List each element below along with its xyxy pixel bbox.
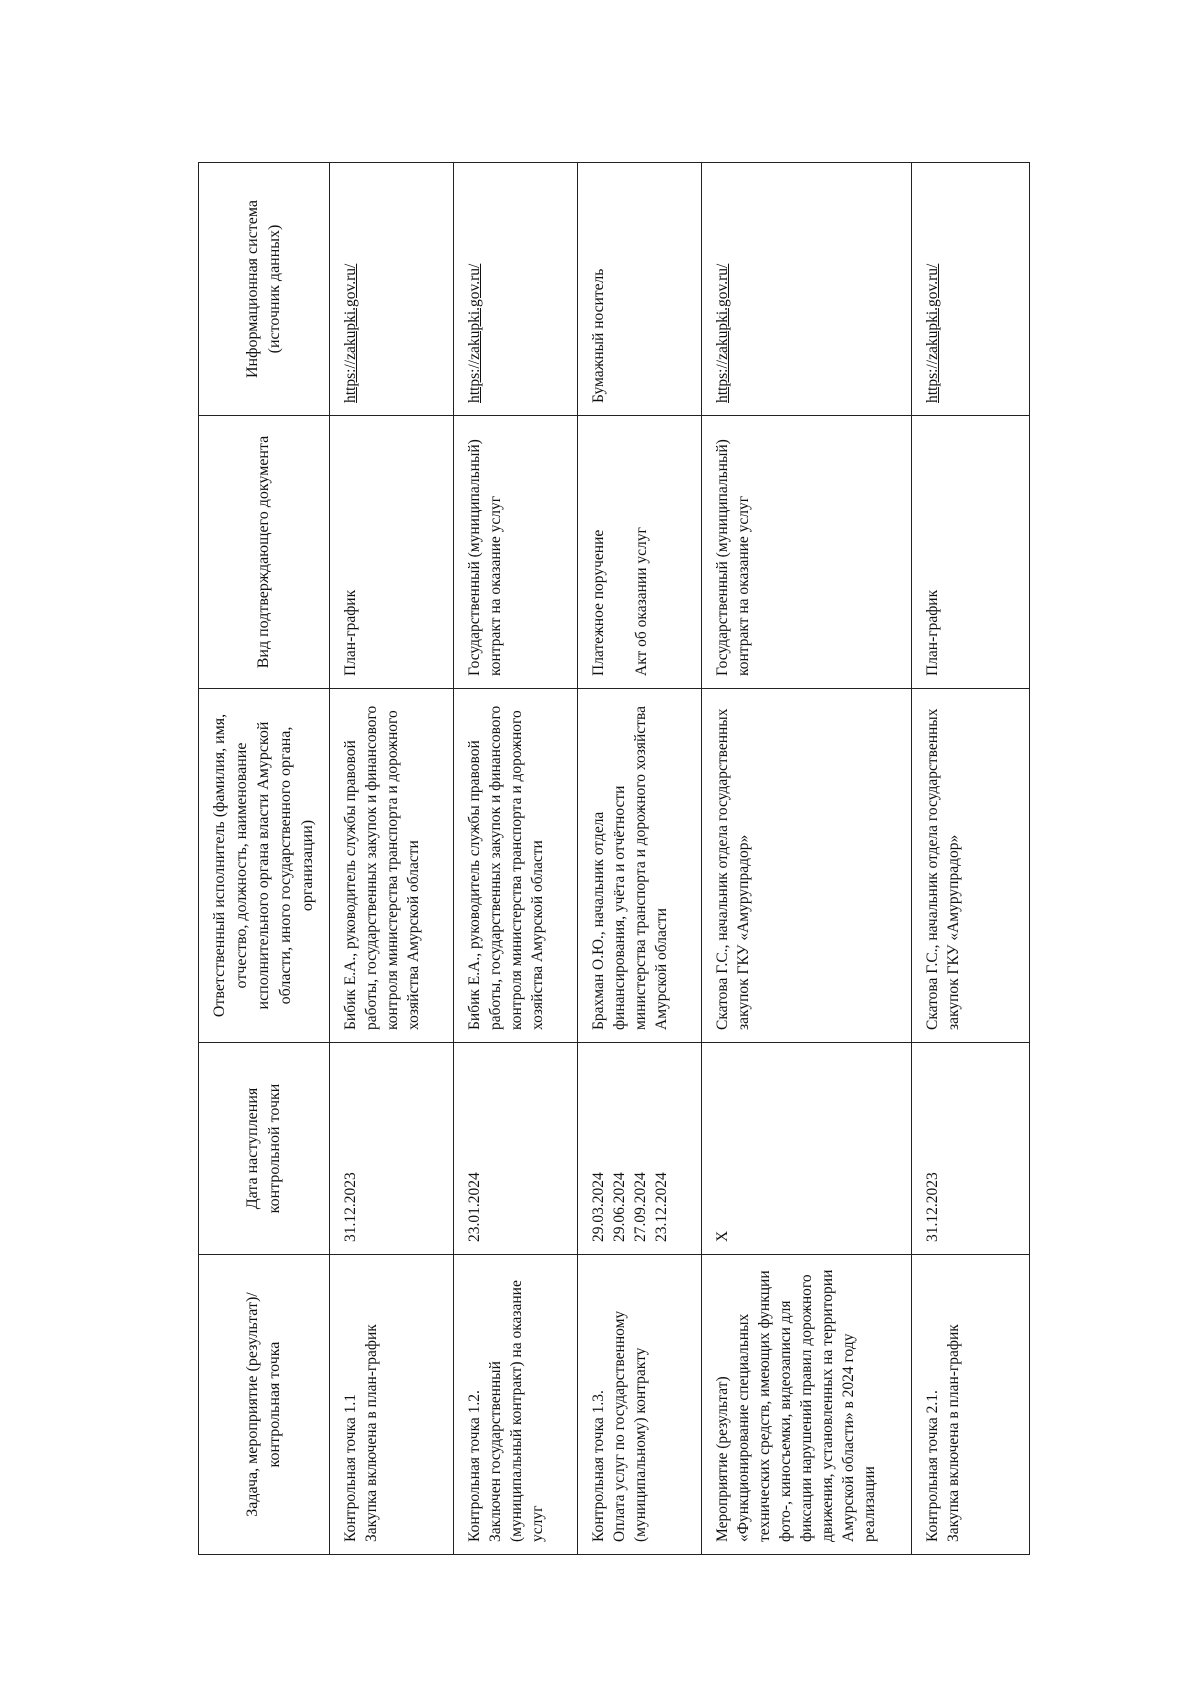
task-cell bbox=[578, 1255, 702, 1555]
document-cell: Государственный (муниципальный) контракт на оказание услуг bbox=[454, 416, 578, 689]
task-title: Контрольная точка 1.1 bbox=[342, 1394, 359, 1542]
document-cell: План-график bbox=[912, 416, 1030, 689]
executor-cell: Скатова Г.С., начальник отдела государственных закупок ГКУ «Амурупрадор» bbox=[702, 689, 912, 1043]
task-title: Контрольная точка 2.1. bbox=[924, 1390, 941, 1542]
header-executor: Ответственный исполнитель (фамилия, имя, отчество, должность, наименование исполнительного органа власти Амурской области, иного государственного органа, организации) bbox=[199, 689, 330, 1043]
table-row bbox=[454, 163, 578, 1555]
header-task: Задача, мероприятие (результат)/контрольная точка bbox=[199, 1255, 330, 1555]
system-cell bbox=[912, 163, 1030, 416]
document-line-2: Акт об оказании услуг bbox=[633, 527, 650, 676]
document-cell bbox=[578, 416, 702, 689]
task-title: Контрольная точка 1.2. bbox=[466, 1390, 483, 1542]
task-cell bbox=[912, 1255, 1030, 1555]
task-text: Закупка включена в план-график bbox=[945, 1324, 962, 1542]
date-value: 29.06.2024 bbox=[611, 1172, 628, 1242]
system-cell bbox=[454, 163, 578, 416]
task-title: Контрольная точка 1.3. bbox=[590, 1390, 607, 1542]
executor-cell: Бибик Е.А., руководитель службы правовой работы, государственных закупок и финансового контроля министерства транспорта и дорожного хозяйства Амурской области bbox=[330, 689, 454, 1043]
system-cell: Бумажный носитель bbox=[578, 163, 702, 416]
date-cell: 31.12.2023 bbox=[330, 1043, 454, 1255]
rotated-page bbox=[198, 163, 1016, 1555]
system-link[interactable]: https://zakupki.gov.ru/ bbox=[466, 263, 483, 403]
document-cell: План-график bbox=[330, 416, 454, 689]
system-link[interactable]: https://zakupki.gov.ru/ bbox=[924, 263, 941, 403]
system-cell bbox=[702, 163, 912, 416]
task-cell bbox=[454, 1255, 578, 1555]
date-cell: X bbox=[702, 1043, 912, 1255]
document-line-1: Платежное поручение bbox=[590, 529, 607, 676]
task-cell bbox=[702, 1255, 912, 1555]
table-row bbox=[578, 163, 702, 1555]
task-cell bbox=[330, 1255, 454, 1555]
table-row bbox=[330, 163, 454, 1555]
header-document: Вид подтверждающего документа bbox=[199, 416, 330, 689]
date-value: 27.09.2024 bbox=[632, 1172, 649, 1242]
header-system: Информационная система (источник данных) bbox=[199, 163, 330, 416]
control-points-table bbox=[198, 162, 1030, 1555]
task-text: Заключен государственный (муниципальный контракт) на оказание услуг bbox=[487, 1280, 546, 1542]
header-date: Дата наступления контрольной точки bbox=[199, 1043, 330, 1255]
task-text: Оплата услуг по государственному (муниципальному) контракту bbox=[611, 1310, 649, 1542]
document-cell: Государственный (муниципальный) контракт на оказание услуг bbox=[702, 416, 912, 689]
date-cell: 23.01.2024 bbox=[454, 1043, 578, 1255]
task-text: «Функционирование специальных технических средств, имеющих функции фото-, киносъемки, видеозаписи для фиксации нарушений правил дорожного движения, установленных на территории Амурской области» в 2024 году реализации bbox=[735, 1269, 878, 1542]
date-value: 23.12.2024 bbox=[653, 1172, 670, 1242]
table-header-row bbox=[199, 163, 330, 1555]
date-cell: 31.12.2023 bbox=[912, 1043, 1030, 1255]
date-value: 29.03.2024 bbox=[590, 1172, 607, 1242]
executor-cell: Скатова Г.С., начальник отдела государственных закупок ГКУ «Амурупрадор» bbox=[912, 689, 1030, 1043]
system-link[interactable]: https://zakupki.gov.ru/ bbox=[714, 263, 731, 403]
table-row bbox=[912, 163, 1030, 1555]
executor-cell: Бибик Е.А., руководитель службы правовой работы, государственных закупок и финансового контроля министерства транспорта и дорожного хозяйства Амурской области bbox=[454, 689, 578, 1043]
system-cell bbox=[330, 163, 454, 416]
executor-cell: Брахман О.Ю., начальник отдела финансирования, учёта и отчётности министерства транспорта и дорожного хозяйства Амурской области bbox=[578, 689, 702, 1043]
table-row bbox=[702, 163, 912, 1555]
task-title: Мероприятие (результат) bbox=[714, 1376, 731, 1542]
task-text: Закупка включена в план-график bbox=[363, 1324, 380, 1542]
system-link[interactable]: https://zakupki.gov.ru/ bbox=[342, 263, 359, 403]
dates-cell bbox=[578, 1043, 702, 1255]
